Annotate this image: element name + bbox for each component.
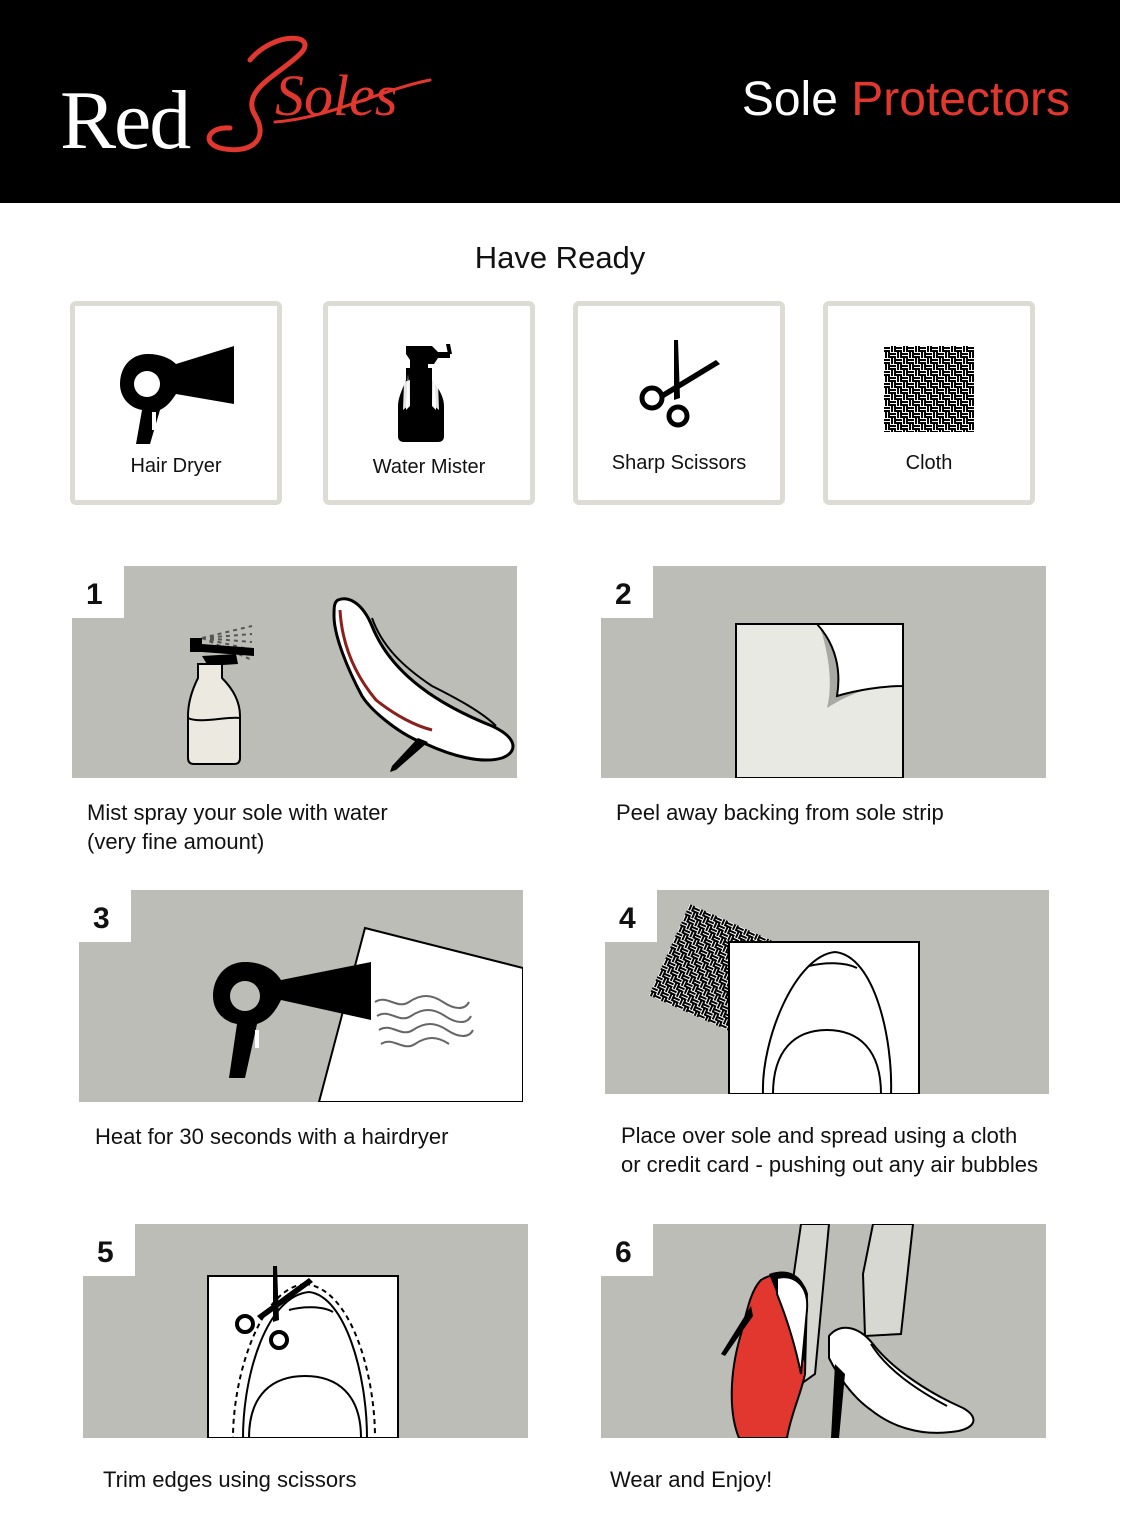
step-2-illustration [601,566,1046,778]
step-number: 4 [605,890,657,942]
item-card-cloth [823,301,1035,505]
step-6-illustration [601,1224,1046,1438]
have-ready-heading: Have Ready [474,240,646,275]
logo-soles-script [180,30,440,160]
step-4-illustration [605,890,1049,1094]
step-3-caption [95,1122,448,1151]
redsoles-logo [60,30,398,170]
logo-red-text: Red [60,74,190,167]
place-sole-with-cloth-illustration [605,890,1049,1094]
step-1-caption [87,798,388,856]
step-4-caption [621,1121,1038,1179]
spray-bottle-icon [394,340,464,445]
item-label: Water Mister [372,456,486,478]
step-6-caption [610,1465,772,1494]
step-3-illustration [79,890,523,1102]
item-card-hair-dryer [70,301,282,505]
step-caption-line2: (very fine amount) [87,829,265,854]
step-number: 6 [601,1224,653,1276]
title-sole: Sole [741,73,838,126]
step-5-illustration [83,1224,528,1438]
cloth-icon [884,346,974,432]
step-number: 1 [72,566,124,618]
step-number: 3 [79,890,131,942]
step-caption-line1: Heat for 30 seconds with a hairdryer [95,1124,449,1149]
item-card-water-mister [323,301,535,505]
page-title [742,72,1070,127]
hair-dryer-icon [116,340,236,450]
step-caption-line1: Wear and Enjoy! [610,1467,773,1492]
item-card-sharp-scissors [573,301,785,505]
step-caption-line1: Trim edges using scissors [103,1467,357,1492]
step-1-illustration [72,566,517,778]
title-protectors: Protectors [851,73,1070,126]
item-label: Cloth [905,452,953,474]
step-5-caption [103,1465,356,1494]
mist-spraying-shoe-illustration [72,566,517,778]
step-2-caption [616,798,944,827]
step-number: 5 [83,1224,135,1276]
header [0,0,1120,203]
hairdryer-heating-illustration [79,890,523,1102]
wear-shoes-illustration [601,1224,1046,1438]
step-caption-line1: Mist spray your sole with water [87,800,388,825]
step-caption-line1: Peel away backing from sole strip [616,800,944,825]
step-number: 2 [601,566,653,618]
item-label: Sharp Scissors [611,452,747,474]
scissors-icon [634,338,724,433]
peel-backing-illustration [601,566,1046,778]
logo-soles-text: Soles [275,63,398,128]
item-label: Hair Dryer [130,455,222,477]
step-caption-line2: or credit card - pushing out any air bubbles [621,1152,1039,1177]
step-caption-line1: Place over sole and spread using a cloth [621,1123,1018,1148]
trim-edges-illustration [83,1224,528,1438]
